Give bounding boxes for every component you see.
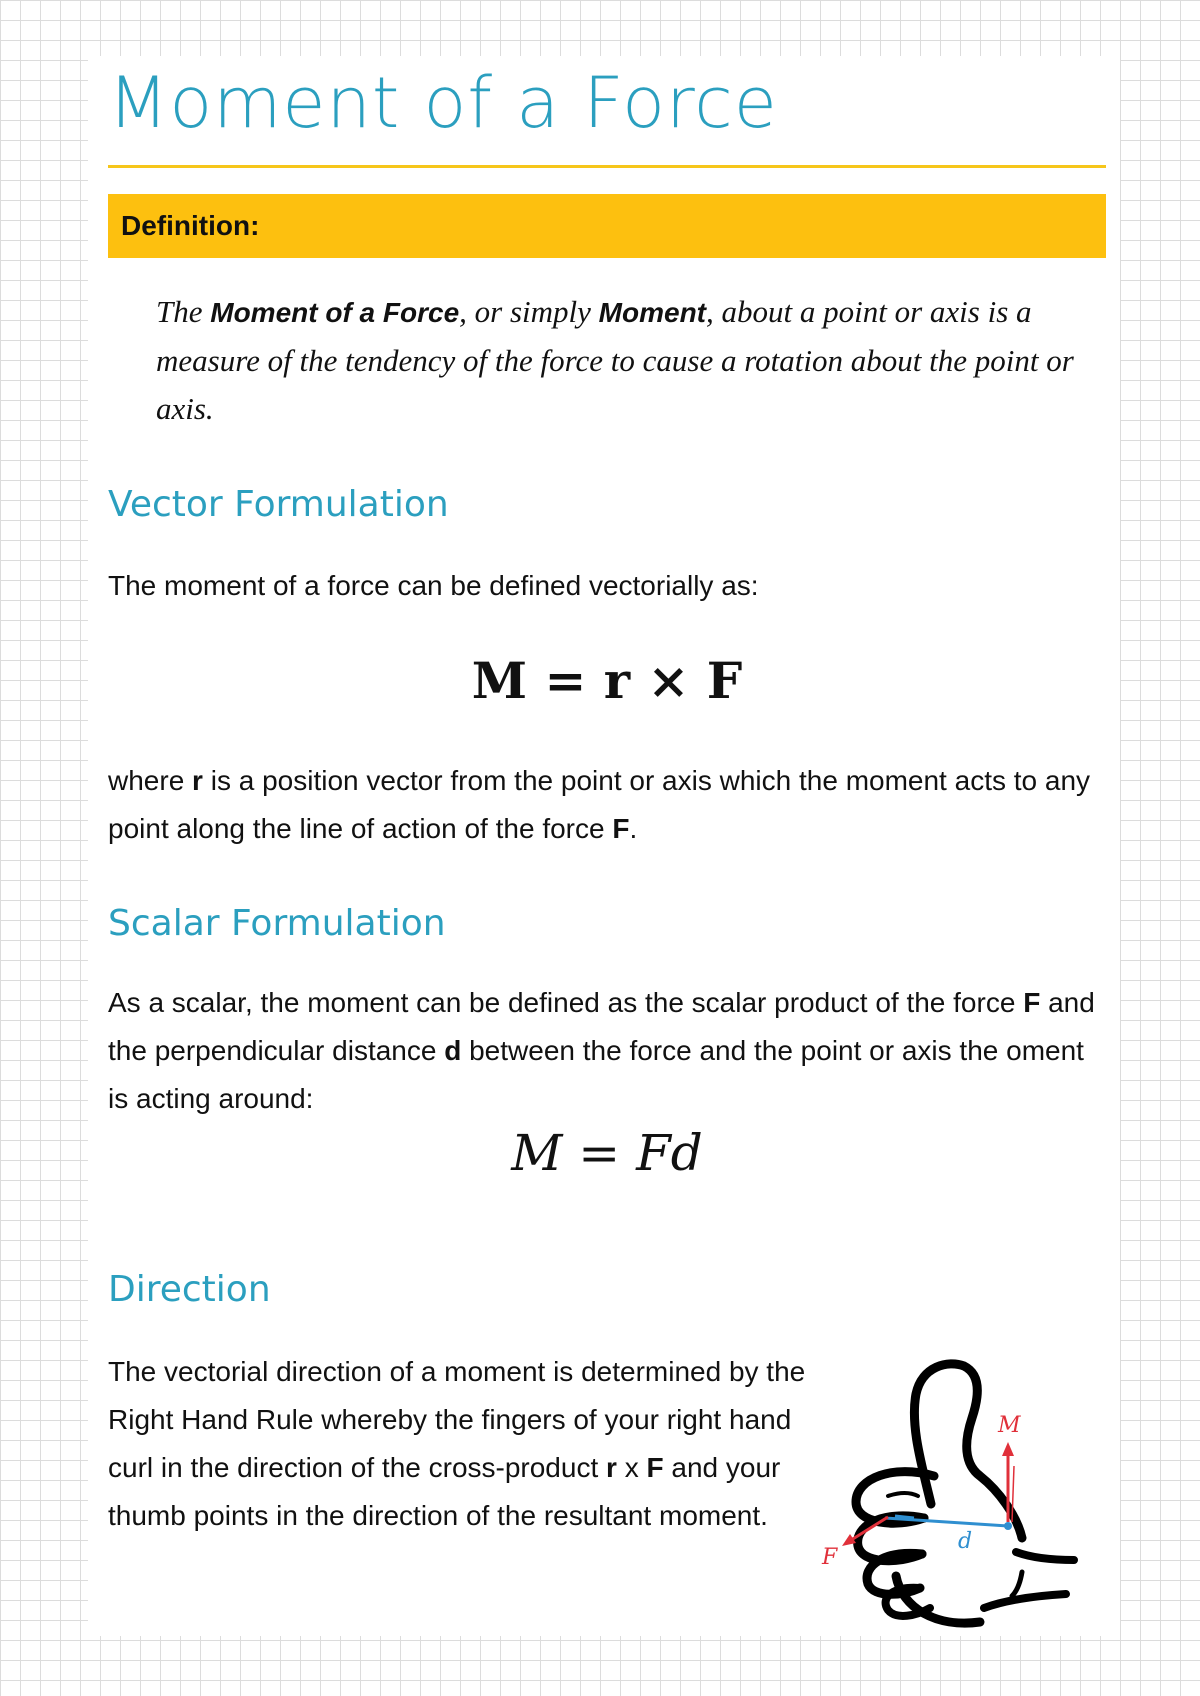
vector-explanation-part: . [629,813,638,844]
definition-text-part: The [156,294,211,329]
definition-label: Definition: [121,210,260,241]
pivot-point [1004,1522,1012,1530]
vector-explanation-part: where [108,765,193,796]
vector-equation: M = r × F [471,651,743,710]
hand-back-outline [1016,1552,1074,1560]
right-hand-rule-figure [784,1346,1104,1636]
scalar-explanation-part: and the perpendicular distance [108,987,1095,1066]
scalar-explanation [108,979,1106,1123]
direction-F-symbol: F [646,1452,664,1483]
distance-label: d [958,1529,973,1554]
force-label: F [822,1545,838,1570]
scalar-equation: M = Fd [511,1124,703,1182]
definition-term-moment: Moment [598,297,706,328]
finger-crease [888,1493,918,1496]
force-line [895,1516,914,1518]
page-title: Moment of a Force [108,62,778,144]
document-page [88,56,1120,1636]
definition-text-part: , about a point or axis is a measure of the tendency of the force to cause a rotation about the point or axis. [156,294,1074,426]
moment-label: M [998,1413,1021,1438]
scalar-formulation-heading: Scalar Formulation [108,903,446,944]
scalar-d-symbol: d [444,1035,462,1066]
vector-formulation-heading: Vector Formulation [108,484,449,525]
direction-r-symbol: r [606,1452,617,1483]
definition-text-part: , or simply [459,294,599,329]
definition-term-moment-of-a-force: Moment of a Force [210,297,460,328]
scalar-F-symbol: F [1023,987,1041,1018]
scalar-explanation-part: As a scalar, the moment can be defined as the scalar product of the force [108,987,1024,1018]
vector-explanation [108,757,1106,853]
direction-explanation-part: and your thumb points in the direction of the resultant moment. [108,1452,781,1531]
knuckle-mark [1012,1572,1022,1596]
moment-arrowhead [1002,1442,1014,1456]
wrist-outline [984,1594,1066,1608]
definition-banner [108,194,1106,258]
vector-F-symbol: F [612,813,630,844]
vector-r-symbol: r [192,765,203,796]
definition-text [156,288,1106,433]
scalar-explanation-part: between the force and the point or axis the oment is acting around: [108,1035,1084,1114]
direction-explanation-part: The vectorial direction of a moment is determined by the Right Hand Rule whereby the fingers of your right hand curl in the direction of the cross-product [108,1356,806,1483]
direction-explanation [108,1348,808,1540]
direction-x-symbol: x [616,1452,647,1483]
direction-heading: Direction [108,1269,271,1310]
vector-explanation-part: is a position vector from the point or axis which the moment acts to any point along the line of action of the force [108,765,1091,844]
vector-intro: The moment of a force can be defined vectorially as: [108,570,759,601]
title-divider [108,165,1106,168]
